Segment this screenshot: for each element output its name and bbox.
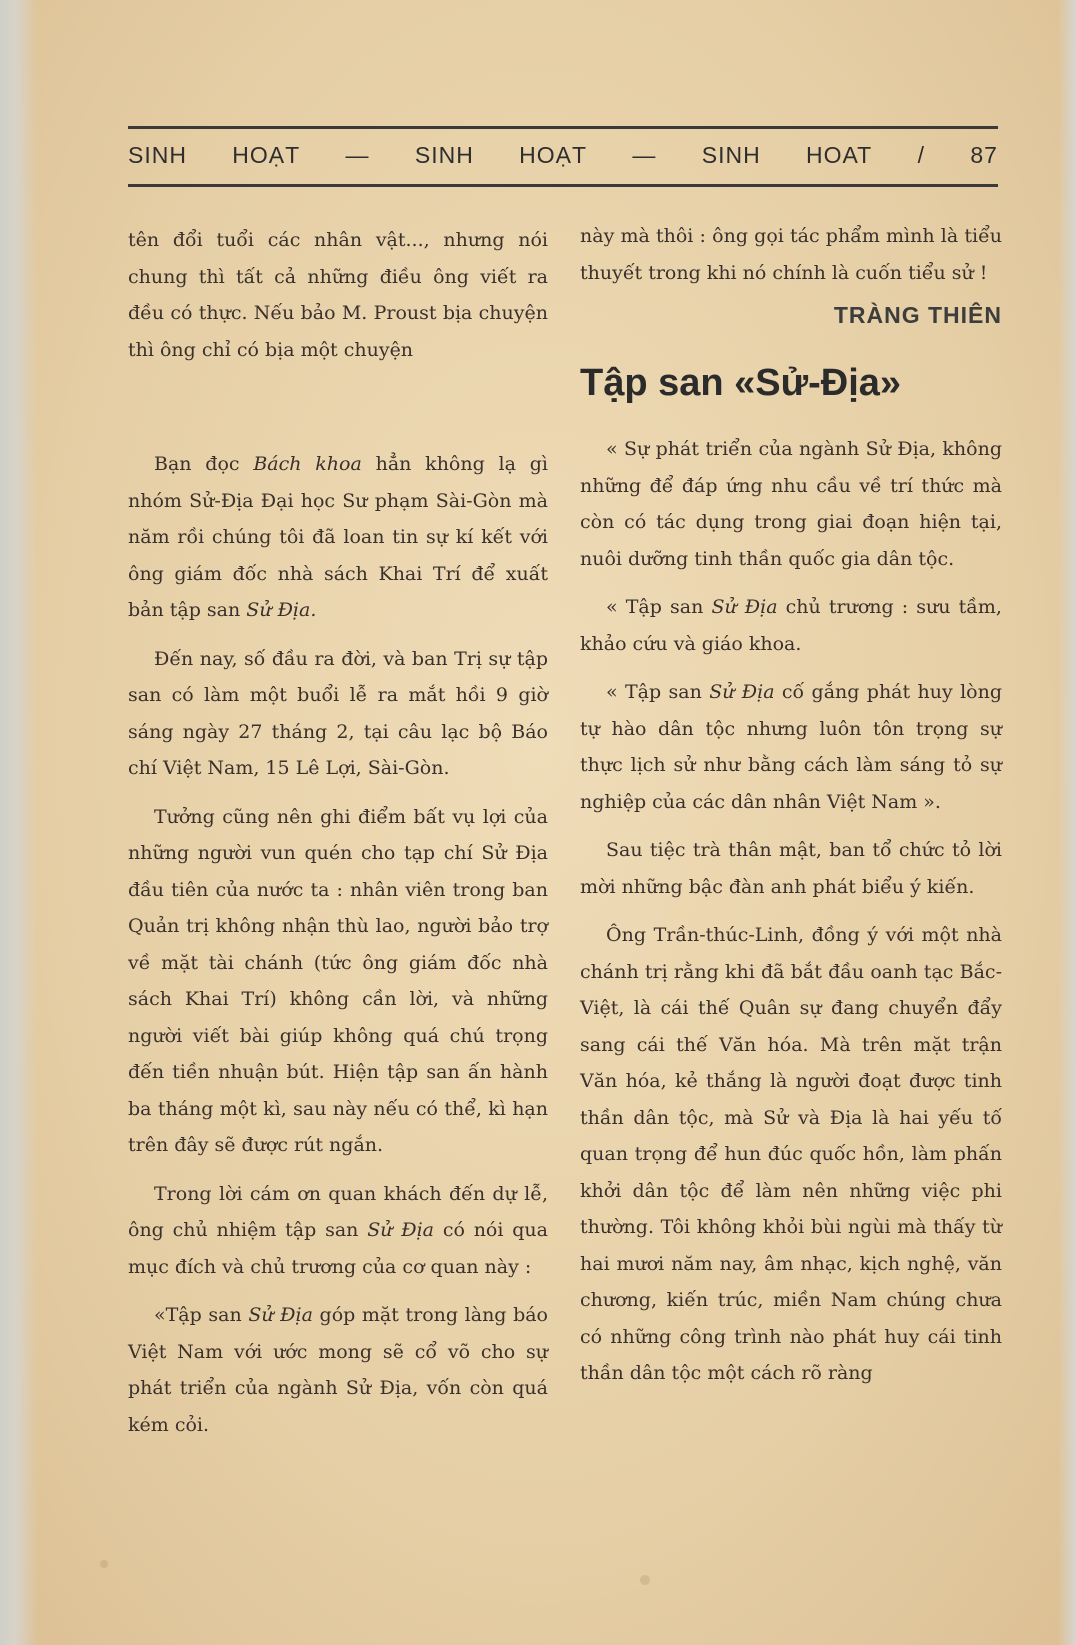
paragraph (128, 1297, 548, 1443)
paragraph (128, 446, 548, 629)
text-run: Trong lời cám ơn quan khách đến dự lễ, ông chủ nhiệm tập san (128, 1182, 548, 1241)
publication-name: Sử Địa. (246, 599, 317, 621)
paragraph-gap (580, 577, 1002, 589)
page-right-edge (1058, 0, 1076, 1645)
publication-name: Sử Địa (711, 596, 778, 618)
publication-name: Sử Địa (367, 1219, 435, 1241)
header-rule-top (128, 126, 998, 129)
header-word: HOẠT (519, 142, 588, 168)
header-dash: — (632, 142, 657, 168)
publication-name: Sử Địa (709, 681, 775, 703)
header-slash: / (917, 142, 925, 168)
text-run: chủ trương : sưu tầm, khảo cứu và giáo khoa. (580, 596, 1002, 655)
header-word: HOAT (806, 142, 873, 168)
text-run: « Tập san (606, 596, 712, 618)
paragraph (580, 674, 1002, 820)
header-dash: — (345, 142, 370, 168)
text-run: hẳn không lạ gì nhóm Sử-Địa Đại học Sư phạm Sài-Gòn mà năm rồi chúng tôi đã loan tin sự kí kết với ông giám đốc nhà sách Khai Trí để xuất bản tập san (128, 453, 548, 621)
paper-spot (100, 1560, 108, 1568)
page-left-edge (0, 0, 38, 1645)
column-gap (128, 368, 548, 446)
header-text (128, 142, 998, 169)
paragraph: tên đổi tuổi các nhân vật..., nhưng nói chung thì tất cả những điều ông viết ra đều có thực. Nếu bảo M. Proust bịa chuyện thì ông chỉ có bịa một chuyện (128, 229, 548, 361)
text-run: «Tập san (154, 1304, 249, 1326)
paragraph-gap (128, 1164, 548, 1176)
text-run: góp mặt trong làng báo Việt Nam với ước mong sẽ cổ võ cho sự phát triển của ngành Sử Địa, vốn còn quá kém cỏi. (128, 1304, 548, 1436)
text-run: cố gắng phát huy lòng tự hào dân tộc nhưng luôn tôn trọng sự thực lịch sử như bằng cách làm sáng tỏ sự nghiệp của các dân nhân Việt Nam ». (580, 681, 1002, 813)
article-title: Tập san «Sử-Địa» (580, 362, 902, 404)
text-run: Bạn đọc (154, 453, 254, 475)
publication-name: Sử Địa (248, 1304, 313, 1326)
header-word: SINH (701, 142, 761, 168)
paragraph: Sau tiệc trà thân mật, ban tổ chức tỏ lời mời những bậc đàn anh phát biểu ý kiến. (580, 839, 1002, 898)
header-word: HOẠT (232, 142, 301, 168)
running-header (128, 120, 998, 192)
paragraph-gap (128, 787, 548, 799)
text-run: có nói qua mục đích và chủ trương của cơ quan này : (128, 1219, 548, 1278)
paragraph: Ông Trần-thúc-Linh, đồng ý với một nhà chánh trị rằng khi đã bắt đầu oanh tạc Bắc-Việt, là cái thế Quân sự đang chuyển đẩy sang cái thế Văn hóa. Mà trên mặt trận Văn hóa, kẻ thắng là người đoạt được tinh thần dân tộc, mà Sử và Địa là hai yếu tố quan trọng để hun đúc quốc hồn, làm phấn khởi dân tộc để làm nên những việc phi thường. Tôi không khỏi bùi ngùi mà thấy từ hai mươi năm nay, âm nhạc, kịch nghệ, văn chương, kiến trúc, miền Nam chúng chưa có những công trình nào phát huy cái tinh thần dân tộc một cách rõ ràng (580, 924, 1002, 1384)
paper-spot (640, 1575, 650, 1585)
author-byline: TRÀNG THIÊN (833, 302, 1002, 328)
paragraph-gap (580, 905, 1002, 917)
publication-name: Bách khoa (253, 453, 362, 475)
right-column (580, 218, 1002, 1392)
paragraph (580, 589, 1002, 662)
header-rule-bottom (128, 184, 998, 187)
paragraph: « Sự phát triển của ngành Sử Địa, không những để đáp ứng nhu cầu về trí thức mà còn có tác dụng trong giai đoạn hiện tại, nuôi dưỡng tinh thần quốc gia dân tộc. (580, 438, 1002, 570)
header-word: SINH (128, 142, 187, 168)
paragraph-gap (128, 629, 548, 641)
paragraph-gap (580, 662, 1002, 674)
paragraph (128, 1176, 548, 1286)
paragraph: này mà thôi : ông gọi tác phẩm mình là tiểu thuyết trong khi nó chính là cuốn tiểu sử ! (580, 225, 1002, 284)
header-word: SINH (414, 142, 474, 168)
text-run: « Tập san (606, 681, 710, 703)
left-column (128, 222, 548, 1443)
page-number: 87 (970, 142, 998, 168)
paragraph-gap (580, 820, 1002, 832)
paragraph: Tưởng cũng nên ghi điểm bất vụ lợi của những người vun quén cho tạp chí Sử Địa đầu tiên của nước ta : nhân viên trong ban Quản trị không nhận thù lao, người bảo trợ về mặt tài chánh (tức ông giám đốc nhà sách Khai Trí) không cần lời, và những người viết bài giúp không quá chú trọng đến tiền nhuận bút. Hiện tập san ấn hành ba tháng một kì, sau này nếu có thể, kì hạn trên đây sẽ được rút ngắn. (128, 805, 548, 1156)
paragraph-gap (128, 1285, 548, 1297)
paragraph: Đến nay, số đầu ra đời, và ban Trị sự tập san có làm một buổi lễ ra mắt hồi 9 giờ sáng ngày 27 tháng 2, tại câu lạc bộ Báo chí Việt Nam, 15 Lê Lợi, Sài-Gòn. (128, 647, 548, 779)
